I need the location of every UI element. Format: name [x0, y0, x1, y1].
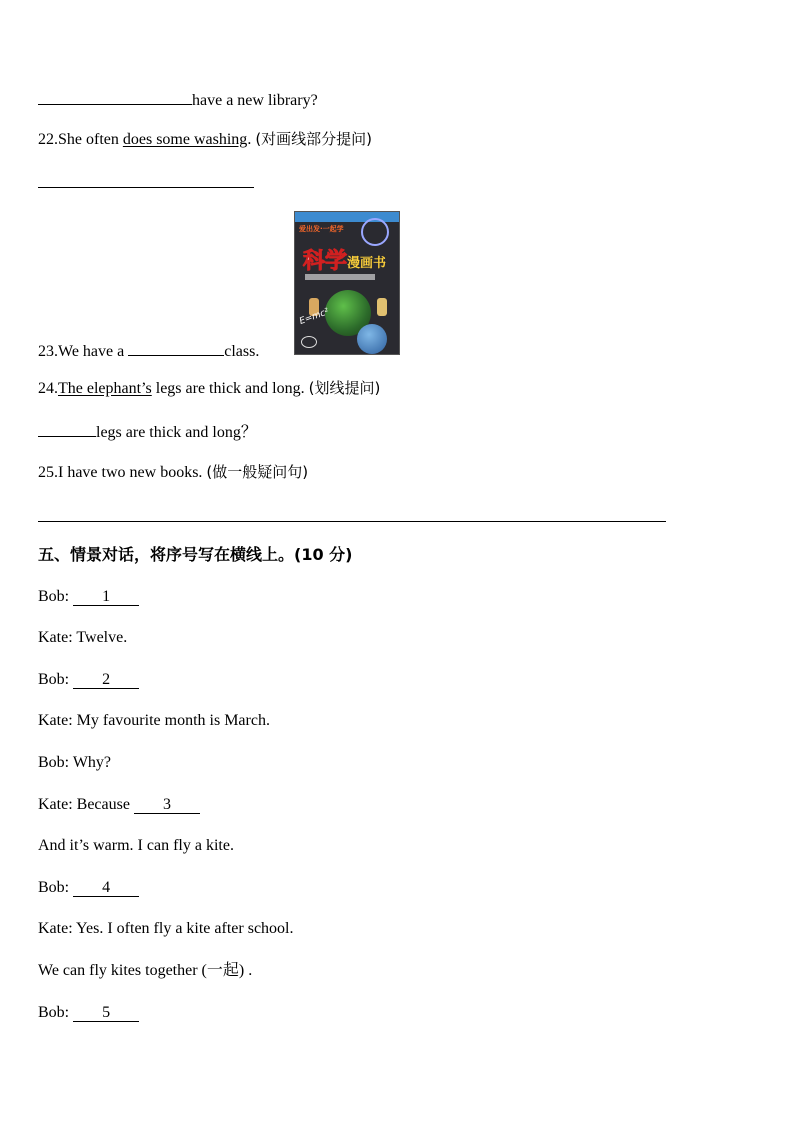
dialogue-line: Kate: Yes. I often fly a kite after school. — [38, 920, 294, 937]
cover-subtitle-bar — [305, 274, 375, 280]
dialogue-speaker: Bob: — [38, 879, 74, 896]
dialogue-line — [38, 670, 139, 690]
q24-answer-blank[interactable] — [38, 420, 96, 437]
q22-instruction: (对画线部分提问) — [255, 130, 373, 148]
q25-text: 25.I have two new books. — [38, 464, 207, 481]
q24-line — [38, 378, 380, 399]
q21-line — [38, 88, 318, 111]
dialogue-line — [38, 587, 139, 607]
dialogue-line: Kate: My favourite month is March. — [38, 712, 270, 729]
q22-answer-line[interactable] — [38, 187, 254, 188]
dialogue-speaker: Bob: — [38, 671, 74, 688]
dialogue-speaker: Bob: — [38, 1004, 74, 1021]
dialogue-line: Kate: Twelve. — [38, 629, 128, 646]
q22-suffix: . — [247, 131, 256, 148]
dialogue-line: And it’s warm. I can fly a kite. — [38, 837, 234, 854]
q25-answer-line[interactable] — [38, 521, 666, 522]
q25-instruction: (做一般疑问句) — [206, 463, 309, 481]
q23-prefix: 23.We have a — [38, 343, 129, 360]
dialogue-line: Bob: Why? — [38, 754, 112, 771]
dialogue-answer-blank[interactable]: 2 — [73, 672, 139, 689]
q21-text: have a new library? — [192, 92, 318, 109]
dialogue-answer-blank[interactable]: 4 — [73, 880, 139, 897]
cover-formula: E=mc² — [298, 307, 331, 327]
q24-answer-tail: legs are thick and long？ — [96, 424, 257, 441]
q24-answer-line — [38, 420, 257, 443]
q24-prefix: 24. — [38, 380, 58, 397]
cover-top-text: 爱出发·一起学 — [299, 225, 344, 233]
q23-suffix: class. — [224, 343, 260, 360]
cartoon-scientist-right — [377, 298, 387, 316]
q24-suffix: legs are thick and long. — [151, 380, 309, 397]
dialogue-answer-blank[interactable]: 1 — [73, 589, 139, 606]
q21-answer-blank[interactable] — [38, 88, 192, 105]
dialogue-speaker: Bob: — [38, 588, 74, 605]
atom-icon — [361, 218, 389, 246]
q22-line — [38, 129, 372, 150]
publisher-logo-icon — [301, 336, 317, 348]
science-comic-book-cover — [294, 211, 400, 355]
cover-title-sub: 漫画书 — [347, 256, 387, 271]
section-5-heading: 五、情景对话，将序号写在横线上。(10 分) — [38, 545, 353, 564]
q23-answer-blank[interactable] — [128, 339, 224, 356]
dialogue-answer-blank[interactable]: 3 — [134, 797, 200, 814]
cover-title-main: 科学 — [303, 249, 348, 274]
q23-line — [38, 339, 259, 362]
dialogue-line — [38, 795, 200, 815]
dialogue-answer-blank[interactable]: 5 — [73, 1005, 139, 1022]
q22-underlined-phrase: does some washing — [122, 131, 248, 148]
q25-line — [38, 462, 308, 483]
dialogue-line — [38, 878, 139, 898]
dialogue-line — [38, 1003, 139, 1023]
q24-instruction: (划线提问) — [308, 379, 381, 397]
dialogue-line: We can fly kites together (一起) . — [38, 962, 253, 979]
dialogue-speaker: Kate: Because — [38, 796, 134, 813]
q22-prefix: 22.She often — [38, 131, 123, 148]
earth-illustration — [357, 324, 387, 354]
q24-underlined-phrase: The elephant’s — [58, 380, 152, 397]
